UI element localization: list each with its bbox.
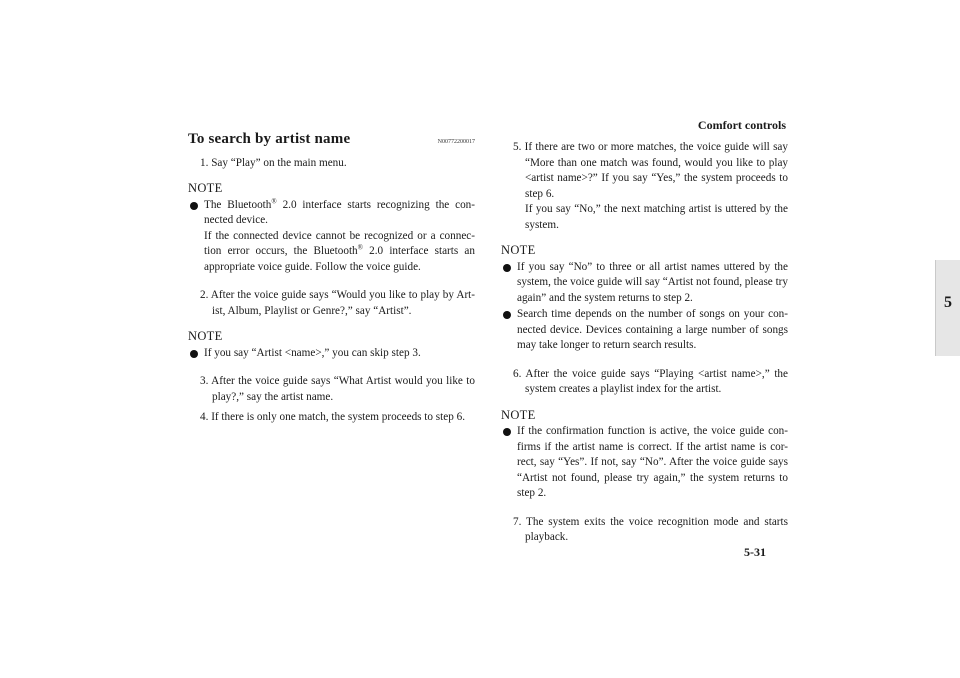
note-bullet [501, 307, 788, 354]
note-bullet [188, 198, 475, 276]
section-header: Comfort controls [697, 118, 786, 132]
bullet-icon [190, 350, 198, 358]
note-bullet [501, 424, 788, 502]
note-text-part: 2.0 interface starts an appropriate voice guide. Follow the voice guide. [204, 245, 475, 273]
step-2: 2. After the voice guide says “Would you like to play by Art-ist, Album, Playlist or Genre?,” say “Artist”. [200, 289, 475, 317]
note-label: NOTE [188, 329, 223, 343]
note-bullet [188, 346, 475, 362]
bullet-icon [503, 311, 511, 319]
note-bullet-text: Search time depends on the number of songs on your con-nected device. Devices containing a large number of songs may take longer to return search results. [517, 308, 788, 351]
note-text-part: 2.0 interface starts recognizing the con-nected device. [204, 198, 475, 226]
note-label: NOTE [188, 181, 223, 195]
note-label: NOTE [501, 407, 536, 422]
step-4: 4. If there is only one match, the system proceeds to step 6. [200, 411, 466, 423]
note-text-part: The Bluetooth [204, 198, 272, 211]
section-title-row [188, 132, 475, 151]
bullet-icon [503, 264, 511, 272]
note-bullet-text: If you say “No” to three or all artist names uttered by the system, the voice guide will say “Artist not found, please try again” and the system returns to step 2. [517, 260, 788, 304]
step-7: 7. The system exits the voice recognition mode and starts playback. [513, 515, 788, 543]
bullet-icon [503, 428, 511, 436]
section-title: To search by artist name [188, 131, 351, 147]
right-column [501, 132, 788, 546]
chapter-tab-number: 5 [944, 294, 952, 311]
note-bullet-text [204, 198, 475, 276]
registered-mark: ® [357, 243, 363, 252]
bullet-icon [190, 202, 198, 210]
note-label: NOTE [501, 243, 536, 257]
step-3: 3. After the voice guide says “What Artist would you like to play?,” say the artist name. [200, 375, 475, 403]
registered-mark: ® [271, 196, 277, 205]
step-6: 6. After the voice guide says “Playing <artist name>,” the system creates a playlist index for the artist. [513, 367, 788, 395]
left-column [188, 132, 475, 426]
chapter-tab [935, 260, 960, 356]
note-bullet-text: If you say “Artist <name>,” you can skip step 3. [204, 346, 421, 359]
step-5-extra: If you say “No,” the next matching artist is uttered by the system. [525, 203, 788, 231]
page-number: 5-31 [744, 545, 766, 559]
step-5 [501, 140, 788, 233]
note-text-part: If the connected device cannot be recognized or a connec-tion error occurs, the Bluetooth [204, 229, 475, 257]
section-code: N00772200017 [437, 139, 475, 145]
note-bullet [501, 260, 788, 307]
note-bullet-text: If the confirmation function is active, the voice guide con-firms if the artist name is correct. If the artist name is cor-rect, say “Yes”. If not, say “No”. After the voice guide says “Artist not found, please try again,” the system returns to step 2. [517, 425, 788, 499]
step-5-text: 5. If there are two or more matches, the voice guide will say “More than one match was found, would you like to play <artist name>?” If you say “Yes,” the system proceeds to step 6. [513, 141, 788, 200]
step-1: 1. Say “Play” on the main menu. [200, 156, 347, 169]
